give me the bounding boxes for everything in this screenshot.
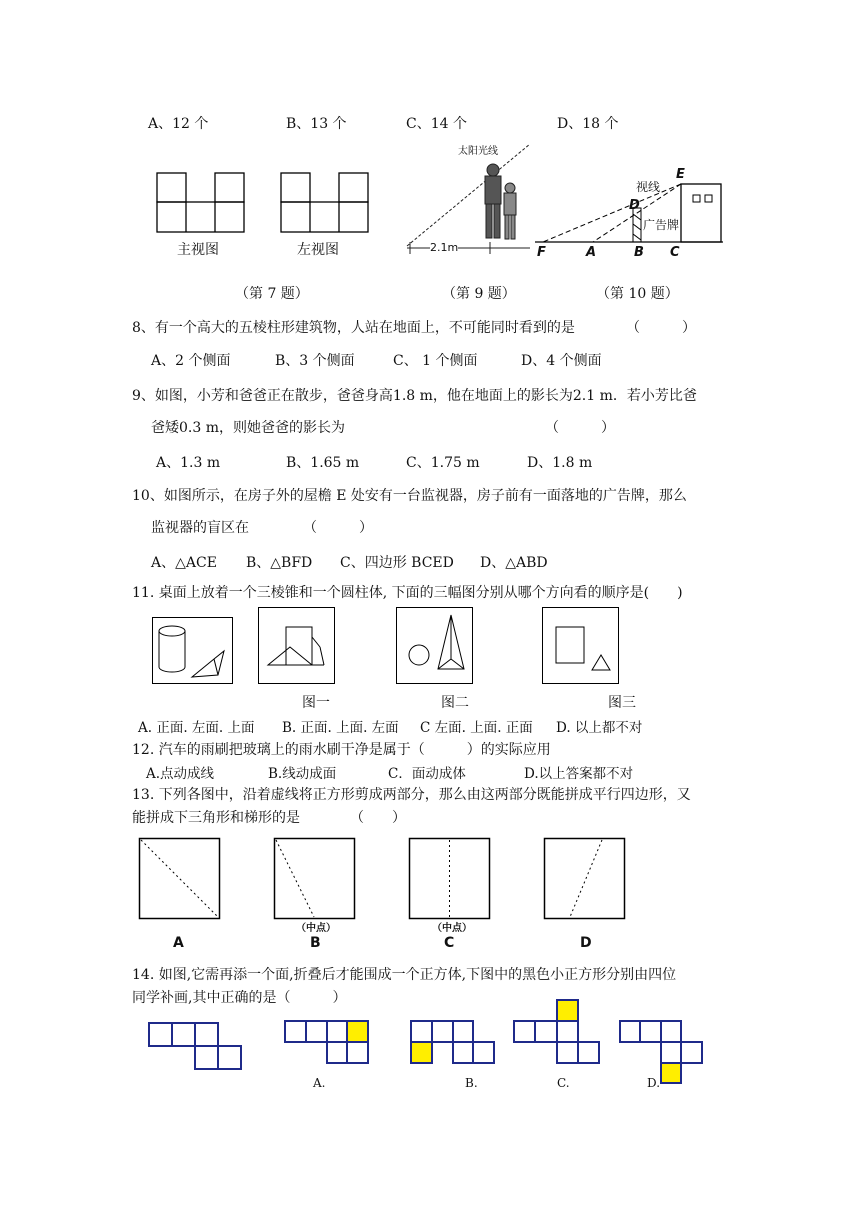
q8-stem: 8、有一个高大的五棱柱形建筑物，人站在地面上，不可能同时看到的是 — [132, 320, 575, 336]
q13-label-b: B — [310, 935, 321, 951]
fig10-point-d: D — [629, 198, 640, 213]
q6-option-c: C、14 个 — [406, 116, 467, 132]
q9-option-a: A、1.3 m — [156, 455, 221, 471]
q11-option-c: C 左面. 上面. 正面 — [420, 720, 533, 736]
q12-stem: 12. 汽车的雨刷把玻璃上的雨水刷干净是属于（ ）的实际应用 — [132, 742, 551, 758]
q14-label-d: D. — [647, 1076, 661, 1090]
q14-line1: 14. 如图,它需再添一个面,折叠后才能围成一个正方体,下图中的黑色小正方形分别由四位 — [132, 967, 677, 983]
q10-line1: 10、如图所示，在房子外的屋檐 E 处安有一台监视器，房子前有一面落地的广告牌，那么 — [132, 488, 687, 504]
q13-paren: （ ） — [350, 810, 406, 826]
q14-label-c: C. — [557, 1076, 570, 1090]
fig10-board-label: 广告牌 — [643, 218, 680, 232]
dad-figure — [485, 164, 501, 238]
q10-line2: 监视器的盲区在 — [151, 520, 249, 536]
q8-paren: （ ） — [626, 320, 696, 336]
q11-option-b: B. 正面. 上面. 左面 — [282, 720, 399, 736]
q13-midpoint-c: （中点） — [432, 923, 472, 934]
fig10-sight-label: 视线 — [636, 180, 661, 194]
q10-option-a: A、△ACE — [151, 555, 217, 571]
q6-option-b: B、13 个 — [286, 116, 347, 132]
fig7-caption: （第 7 题） — [235, 286, 309, 302]
q14-net-c — [513, 999, 605, 1066]
q9-option-d: D、1.8 m — [527, 455, 593, 471]
fig7-left-label: 左视图 — [297, 242, 339, 258]
q11-stem: 11. 桌面上放着一个三棱锥和一个圆柱体, 下面的三幅图分别从哪个方向看的顺序是( ) — [132, 585, 683, 601]
q13-label-d: D — [580, 935, 592, 951]
fig10-point-f: F — [537, 245, 546, 260]
q12-option-d: D.以上答案都不对 — [524, 766, 634, 782]
q11-caption-three: 图三 — [608, 695, 636, 711]
q13-midpoint-b: （中点） — [296, 923, 336, 934]
fig7-front-view — [156, 172, 246, 234]
q13-label-a: A — [173, 935, 184, 951]
q10-option-b: B、△BFD — [246, 555, 313, 571]
q9-line1: 9、如图，小芳和爸爸正在散步，爸爸身高1.8 m，他在地面上的影长为2.1 m．若小芳比爸 — [132, 388, 697, 404]
q12-option-a: A.点动成线 — [146, 766, 215, 782]
q13-square-c — [409, 838, 491, 920]
q10-paren: （ ） — [303, 520, 373, 536]
q9-paren: （ ） — [545, 420, 615, 436]
q8-option-c: C、 1 个侧面 — [393, 353, 478, 369]
q13-line2: 能拼成下三角形和梯形的是 — [132, 810, 300, 826]
fig10-point-b: B — [634, 245, 644, 260]
q6-option-a: A、12 个 — [148, 116, 209, 132]
q11-scene-figure — [152, 617, 234, 685]
fig10-point-c: C — [670, 245, 680, 260]
q13-square-d — [544, 838, 626, 920]
q13-square-a — [139, 838, 221, 920]
q11-view-one — [258, 607, 336, 685]
q14-line2: 同学补画,其中正确的是（ ） — [132, 990, 347, 1006]
house — [681, 184, 721, 242]
fig9-caption: （第 9 题） — [442, 286, 516, 302]
q14-net-d — [619, 1020, 709, 1086]
q11-option-d: D. 以上都不对 — [556, 720, 643, 736]
q8-option-d: D、4 个侧面 — [521, 353, 602, 369]
fig9-sun-label: 太阳光线 — [458, 146, 498, 157]
fig9-sunlight-figure — [405, 138, 535, 268]
q14-net-b — [410, 1020, 500, 1066]
q13-label-c: C — [444, 935, 455, 951]
q12-option-c: C．面动成体 — [388, 766, 466, 782]
q14-label-b: B. — [465, 1076, 478, 1090]
girl-figure — [504, 183, 516, 239]
sight-line-upper — [543, 184, 681, 242]
q13-square-b — [274, 838, 356, 920]
fig7-left-view — [280, 172, 370, 234]
q11-view-two — [396, 607, 474, 685]
q9-option-c: C、1.75 m — [406, 455, 480, 471]
q10-option-c: C、四边形 BCED — [340, 555, 454, 571]
q14-label-a: A. — [313, 1076, 326, 1090]
q11-caption-two: 图二 — [441, 695, 469, 711]
q9-option-b: B、1.65 m — [286, 455, 360, 471]
q8-option-a: A、2 个侧面 — [151, 353, 231, 369]
q11-view-three — [542, 607, 620, 685]
fig9-distance-label: 2.1m — [430, 241, 459, 254]
q12-option-b: B.线动成面 — [268, 766, 337, 782]
fig7-front-label: 主视图 — [177, 242, 219, 258]
fig10-caption: （第 10 题） — [596, 286, 679, 302]
q10-option-d: D、△ABD — [480, 555, 548, 571]
q14-net-original — [148, 1022, 244, 1072]
q13-line1: 13. 下列各图中，沿着虚线将正方形剪成两部分，那么由这两部分既能拼成平行四边形，又 — [132, 787, 691, 803]
fig10-point-e: E — [676, 167, 685, 182]
q6-option-d: D、18 个 — [557, 116, 619, 132]
q11-caption-one: 图一 — [302, 695, 330, 711]
q14-net-a — [284, 1020, 374, 1066]
fig10-point-a: A — [586, 245, 597, 260]
q8-option-b: B、3 个侧面 — [275, 353, 355, 369]
q11-option-a: A. 正面. 左面. 上面 — [138, 720, 255, 736]
q9-line2: 爸矮0.3 m，则她爸爸的影长为 — [151, 420, 345, 436]
